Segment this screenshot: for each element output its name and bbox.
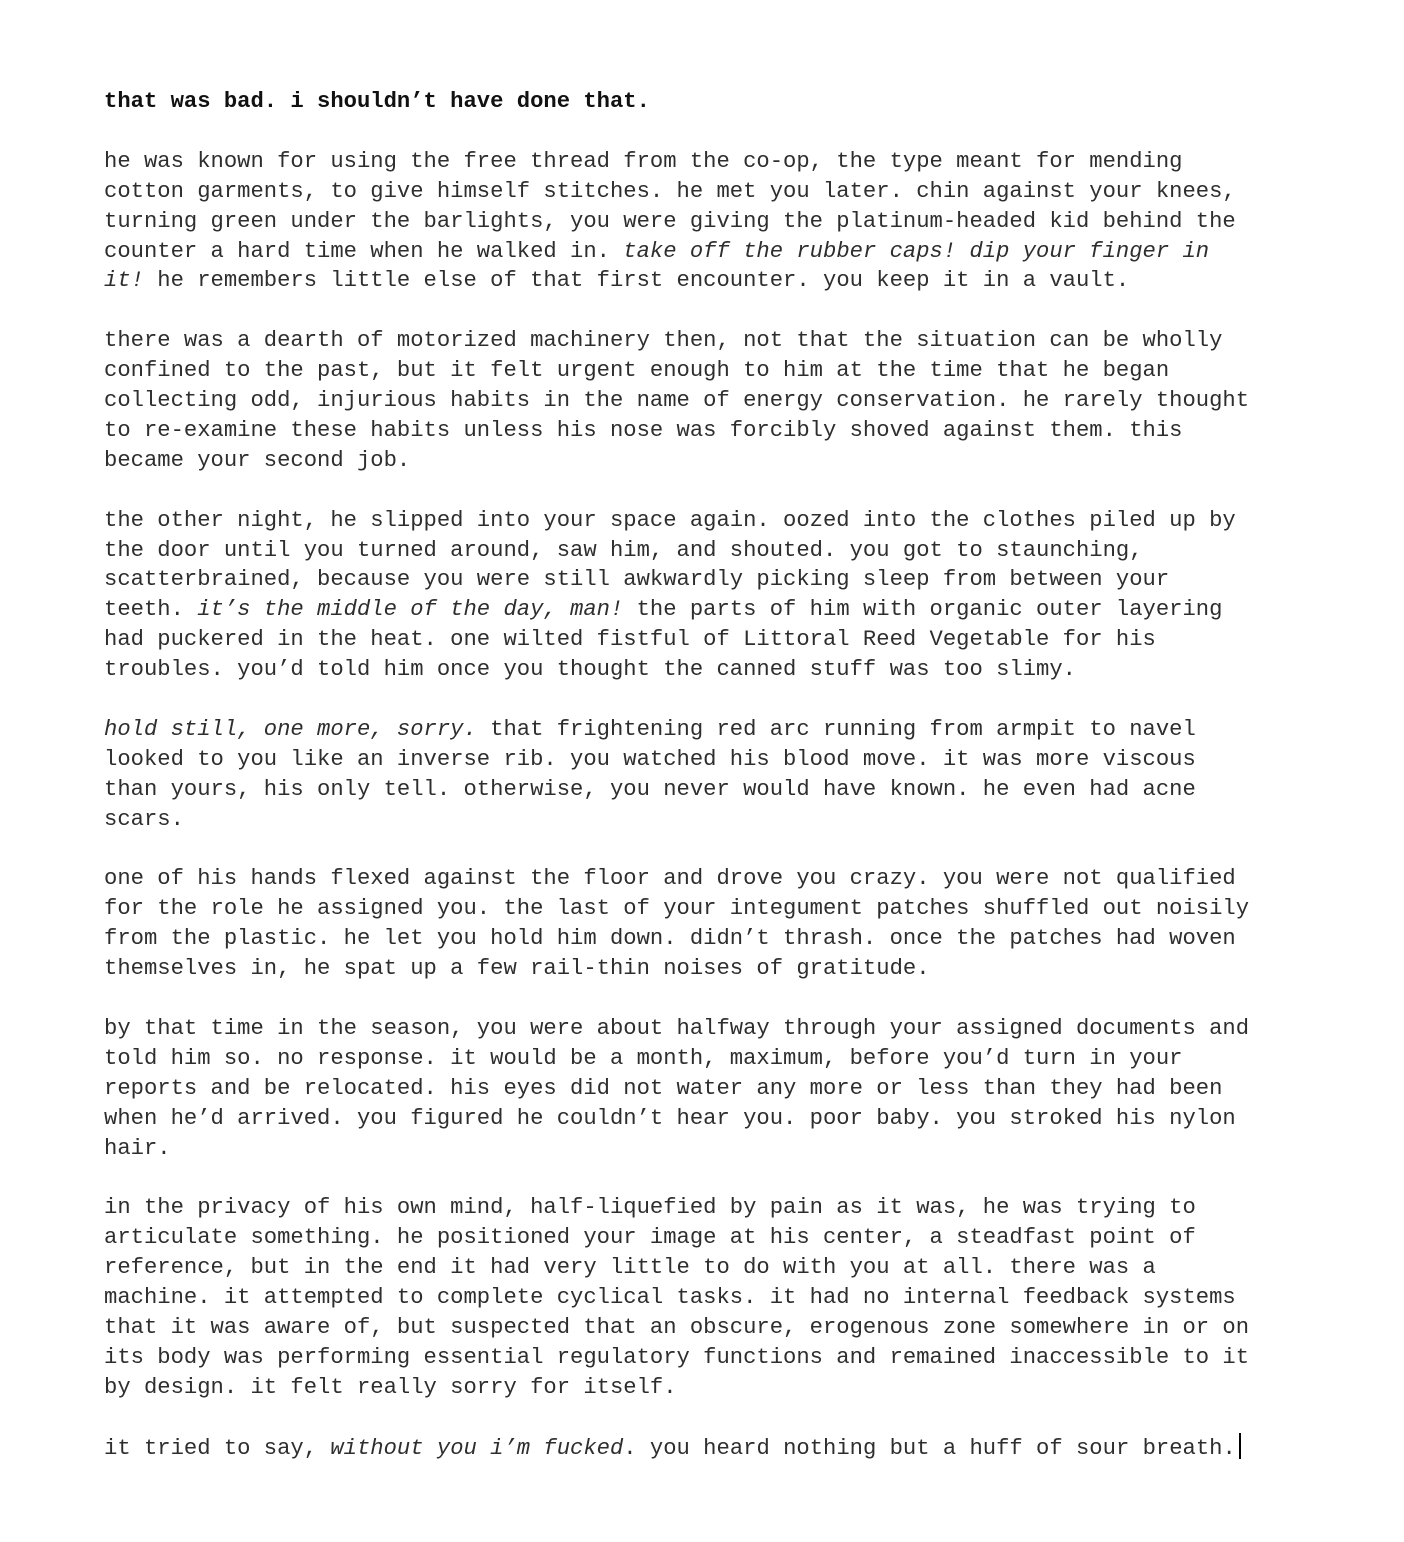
line-text: reference, but in the end it had very little to do with you at all. there was a <box>104 1255 1156 1281</box>
line-text: he remembers little else of that first encounter. you keep it in a vault. <box>143 268 1130 294</box>
text-line <box>104 894 1304 924</box>
paragraph-container <box>104 147 1304 1464</box>
line-text: . you heard nothing but a huff of sour breath. <box>623 1435 1236 1461</box>
text-line <box>104 864 1304 894</box>
line-text: that frightening red arc running from armpit to navel <box>476 716 1196 742</box>
line-text: it tried to say, <box>104 1435 331 1461</box>
text-line <box>104 326 1304 356</box>
text-line <box>104 1223 1304 1253</box>
document-title: that was bad. i shouldn’t have done that. <box>104 89 650 114</box>
line-text: by that time in the season, you were about halfway through your assigned documents and <box>104 1016 1250 1041</box>
text-line <box>104 655 1304 685</box>
paragraph <box>104 506 1304 685</box>
line-text: he was known for using the free thread from the co-op, the type meant for mending <box>104 148 1183 174</box>
text-line <box>104 775 1304 805</box>
paragraph <box>104 864 1304 984</box>
line-text: machine. it attempted to complete cyclical tasks. it had no internal feedback systems <box>104 1285 1236 1311</box>
italic-text: it’s the middle of the day, man! <box>197 597 624 623</box>
line-text: turning green under the barlights, you were giving the platinum-headed kid behind the <box>104 208 1236 234</box>
line-text: by design. it felt really sorry for itself. <box>104 1374 677 1400</box>
line-text: reports and be relocated. his eyes did not water any more or less than they had been <box>104 1075 1223 1101</box>
line-text: the parts of him with organic outer layering <box>623 597 1223 623</box>
line-text: scars. <box>104 806 184 832</box>
text-line <box>104 954 1304 984</box>
paragraph <box>104 326 1304 476</box>
text-line <box>104 1014 1304 1044</box>
line-text: there was a dearth of motorized machinery then, not that the situation can be wholly <box>104 328 1223 354</box>
text-line <box>104 207 1304 237</box>
line-text: when he’d arrived. you figured he couldn’t hear you. poor baby. you stroked his nylon <box>104 1105 1236 1131</box>
text-line <box>104 1193 1304 1223</box>
text-line <box>104 386 1304 416</box>
italic-text: take off the rubber caps! dip your finger in <box>623 238 1210 264</box>
italic-text: hold still, one more, sorry. <box>104 716 477 742</box>
text-line <box>104 1134 1304 1164</box>
line-text: articulate something. he positioned your image at his center, a steadfast point of <box>104 1225 1196 1251</box>
paragraph <box>104 715 1304 835</box>
text-line <box>104 266 1304 296</box>
text-line <box>104 1044 1304 1074</box>
line-text: became your second job. <box>104 447 411 473</box>
text-line <box>104 416 1304 446</box>
line-text: the other night, he slipped into your space again. oozed into the clothes piled up by <box>104 507 1236 533</box>
text-line <box>104 1343 1304 1373</box>
line-text: from the plastic. he let you hold him down. didn’t thrash. once the patches had woven <box>104 926 1236 952</box>
text-line <box>104 1104 1304 1134</box>
text-line <box>104 1074 1304 1104</box>
line-text: themselves in, he spat up a few rail-thin noises of gratitude. <box>104 956 930 982</box>
text-line <box>104 1253 1304 1283</box>
text-line <box>104 446 1304 476</box>
text-line <box>104 1433 1304 1464</box>
text-line <box>104 745 1304 775</box>
text-line <box>104 565 1304 595</box>
text-caret-icon <box>1239 1433 1241 1459</box>
text-line <box>104 715 1304 745</box>
text-line <box>104 924 1304 954</box>
text-line <box>104 805 1304 835</box>
line-text: looked to you like an inverse rib. you watched his blood move. it was more viscous <box>104 746 1196 772</box>
line-text: one of his hands flexed against the floor and drove you crazy. you were not qualified <box>104 866 1236 892</box>
line-text: counter a hard time when he walked in. <box>104 238 624 264</box>
paragraph <box>104 1014 1304 1164</box>
text-line <box>104 536 1304 566</box>
line-text: its body was performing essential regulatory functions and remained inaccessible to it <box>104 1344 1250 1370</box>
text-line <box>104 506 1304 536</box>
italic-text: without you i’m fucked <box>330 1435 624 1461</box>
line-text: the door until you turned around, saw him, and shouted. you got to staunching, <box>104 537 1143 563</box>
paragraph <box>104 147 1304 297</box>
text-line <box>104 1283 1304 1313</box>
text-line <box>104 147 1304 177</box>
line-text: troubles. you’d told him once you thought the canned stuff was too slimy. <box>104 657 1076 683</box>
text-line <box>104 237 1304 267</box>
line-text: told him so. no response. it would be a month, maximum, before you’d turn in your <box>104 1045 1183 1071</box>
line-text: to re-examine these habits unless his nose was forcibly shoved against them. this <box>104 417 1183 443</box>
line-text: had puckered in the heat. one wilted fistful of Littoral Reed Vegetable for his <box>104 627 1156 653</box>
line-text: hair. <box>104 1135 171 1161</box>
line-text: confined to the past, but it felt urgent enough to him at the time that he began <box>104 358 1170 384</box>
line-text: for the role he assigned you. the last of your integument patches shuffled out noisily <box>104 896 1250 922</box>
text-line <box>104 177 1304 207</box>
line-text: than yours, his only tell. otherwise, you never would have known. he even had acne <box>104 776 1196 802</box>
text-line <box>104 356 1304 386</box>
line-text: collecting odd, injurious habits in the name of energy conservation. he rarely thought <box>104 388 1250 414</box>
document-body[interactable] <box>104 87 1304 1493</box>
line-text: teeth. <box>104 597 198 623</box>
line-text: that it was aware of, but suspected that an obscure, erogenous zone somewhere in or on <box>104 1315 1250 1341</box>
text-line <box>104 1373 1304 1403</box>
text-line <box>104 595 1304 625</box>
text-line <box>104 1313 1304 1343</box>
line-text: in the privacy of his own mind, half-liquefied by pain as it was, he was trying to <box>104 1195 1196 1221</box>
line-text: cotton garments, to give himself stitches. he met you later. chin against your knees, <box>104 178 1236 204</box>
paragraph <box>104 1193 1304 1402</box>
text-line <box>104 625 1304 655</box>
italic-text: it! <box>104 268 144 294</box>
line-text: scatterbrained, because you were still awkwardly picking sleep from between your <box>104 567 1170 593</box>
paragraph <box>104 1433 1304 1464</box>
